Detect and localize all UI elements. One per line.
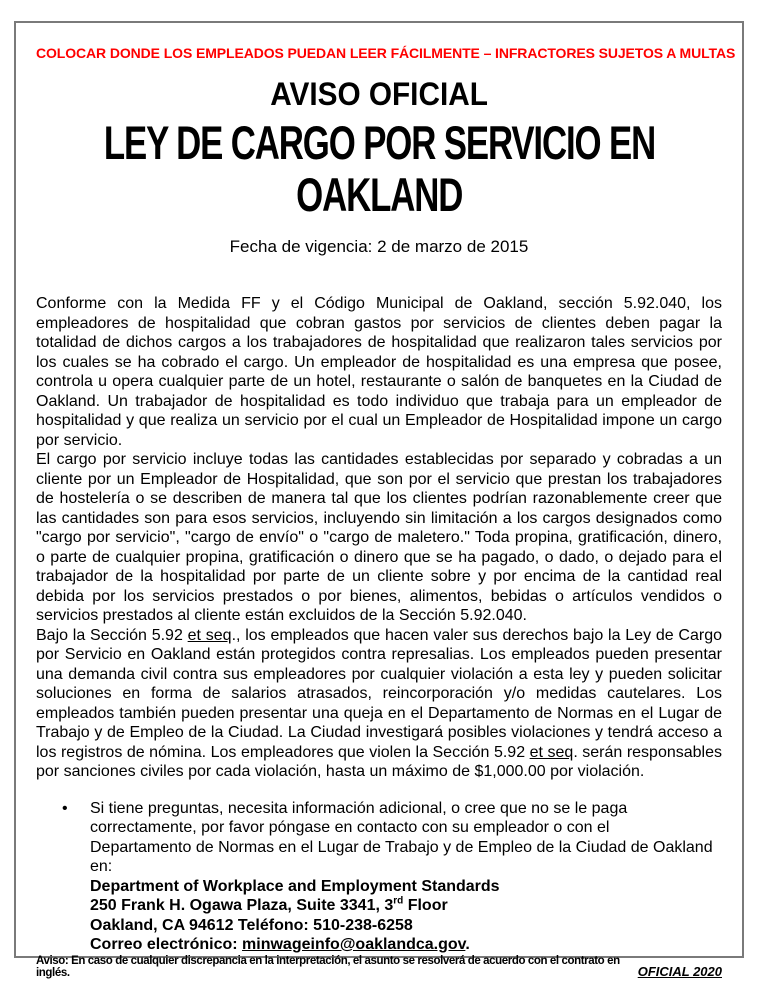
effective-date: Fecha de vigencia: 2 de marzo de 2015 — [229, 237, 529, 256]
contact-address-text: 250 Frank H. Ogawa Plaza, Suite 3341, 3 — [90, 897, 394, 914]
contact-city-phone: Oakland, CA 94612 Teléfono: 510-238-6258 — [90, 916, 413, 934]
contact-bullet-item — [36, 799, 722, 955]
paragraph-service-charge-definition: El cargo por servicio incluye todas las cantidades establecidas por separado y cobradas a un cliente por un Empleador de Hospitalidad, que son por el servicio que prestan los trabajadores de hostelería o se describen de manera tal que los clientes podrían razonablemente creer que las cantidades son para esos servicios, incluyendo sin limitación a los cargos designados como "cargo por servicio", "cargo de envío" o "cargo de maletero." Toda propina, gratificación, dinero, o parte de cualquier propina, gratificación o dinero que se ha pagado, o dado, o dejado para el trabajador de la hospitalidad por parte de un cliente sobre y por encima de la cantidad real debida por los servicios prestados o por bienes, alimentos, bebidas o artículos vendidos o servicios prestados al cliente están excluidos de la Sección 5.92.040. — [36, 451, 722, 624]
contact-email-line — [90, 935, 714, 955]
law-title-line2: OAKLAND — [295, 168, 463, 221]
posting-warning: COLOCAR DONDE LOS EMPLEADOS PUEDAN LEER FÁCILMENTE – INFRACTORES SUJETOS A MULTAS — [36, 45, 736, 61]
contact-intro: Si tiene preguntas, necesita información adicional, o cree que no se le paga correctamente, por favor póngase en contacto con su empleador o con el Departamento de Normas en el Lugar de Trabajo y de Empleo de la Ciudad de Oakland en: — [90, 799, 713, 875]
contact-block — [90, 799, 722, 955]
email-period: . — [465, 936, 470, 953]
contact-address-suffix: Floor — [403, 897, 448, 914]
contact-address — [90, 896, 714, 916]
law-title-row-1 — [36, 117, 722, 169]
email-link[interactable]: minwageinfo@oaklandca.gov — [242, 936, 466, 953]
paragraph-3-text-c: . serán responsables por sanciones civiles por cada violación, hasta un máximo de $1,000.00 por violación. — [36, 743, 723, 780]
law-title-line1: LEY DE CARGO POR SERVICIO EN — [103, 116, 655, 169]
paragraph-3-text-a: Bajo la Sección 5.92 — [36, 626, 188, 644]
notice-border-box — [14, 21, 744, 979]
body-paragraphs — [36, 294, 722, 782]
et-seq-citation-1: et seq — [187, 626, 232, 644]
notice-title-row — [36, 61, 722, 113]
email-label: Correo electrónico: — [90, 936, 243, 953]
footer-official-mark: OFICIAL 2020 — [637, 963, 722, 979]
paragraph-retaliation-protection — [36, 626, 722, 782]
paragraph-service-charge-law: Conforme con la Medida FF y el Código Municipal de Oakland, sección 5.92.040, los empleadores de hospitalidad que cobran gastos por servicios de clientes deben pagar la totalidad de dichos cargos a los trabajadores de hospitalidad que realizaron tales servicios por los cuales se ha cobrado el cargo. Un empleador de hospitalidad es una empresa que posee, controla u opera cualquier parte de un hotel, restaurante o salón de banquetes en la Ciudad de Oakland. Un trabajador de hospitalidad es todo individuo que trabaja para un empleador de hospitalidad y que realiza un servicio por el cual un Empleador de Hospitalidad impone un cargo por servicio. — [36, 295, 722, 449]
contact-department: Department of Workplace and Employment Standards — [90, 877, 500, 895]
footer-row — [36, 955, 722, 979]
footer-disclaimer: Aviso: En caso de cualquier discrepancia en la interpretación, el asunto se resolverá de acuerdo con el contrato en inglés. — [36, 954, 620, 979]
et-seq-citation-2: et seq — [529, 743, 574, 761]
notice-title: AVISO OFICIAL — [270, 76, 488, 112]
paragraph-3-text-b: ., los empleados que hacen valer sus derechos bajo la Ley de Cargo por Servicio en Oakland están protegidos contra represalias. Los empleados pueden presentar una demanda civil contra sus empleadores por cualquier violación a esta ley y pueden solicitar soluciones en forma de salarios atrasados, reincorporación y/o medidas cautelares. Los empleados también pueden presentar una queja en el Departamento de Normas en el Lugar de Trabajo y de Empleo de la Ciudad. La Ciudad investigará posibles violaciones y tendrá acceso a los registros de nómina. Los empleadores que violen la Sección 5.92 — [36, 626, 723, 761]
law-title-row-2 — [36, 169, 722, 221]
floor-ordinal-superscript: rd — [393, 895, 404, 907]
bullet-icon: • — [62, 799, 68, 817]
